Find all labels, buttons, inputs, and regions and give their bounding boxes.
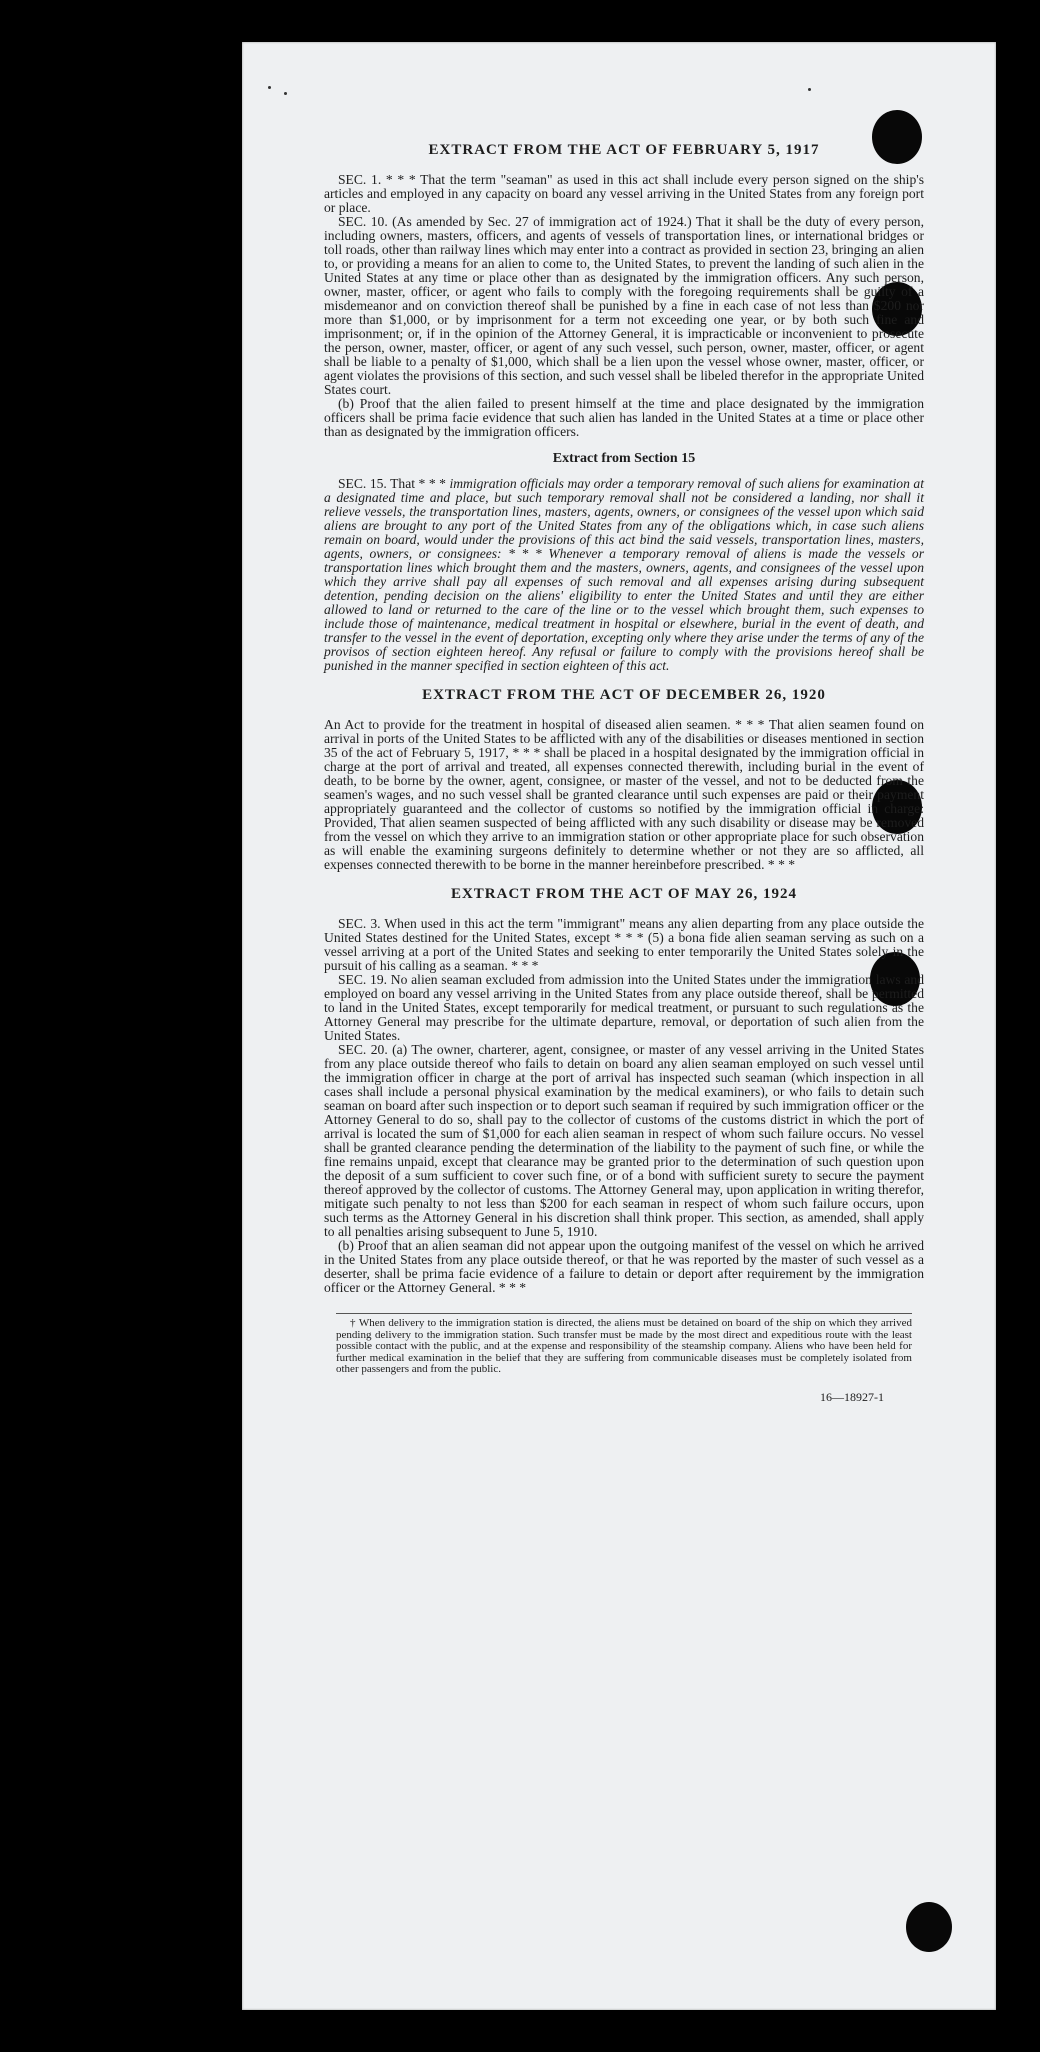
- paragraph-italic: immigration officials may order a temporary removal of such aliens for examination at a designated time and place, but such temporary removal shall not be considered a landing, nor shall it relieve vessels, the transportation lines, masters, agents, owners, or consignees of the vessel upon which said aliens are brought to any port of the United States from any of the obligations which, in case such aliens remain on board, would under the provisions of this act bind the said vessels, transportation lines, masters, agents, owners, or consignees: * * * Whenever a temporary removal of aliens is made the vessels or transportation lines which brought them and the masters, owners, agents, and consignees of the vessel upon which they arrive shall pay all expenses of such removal and all expenses arising during subsequent detention, pending decision on the aliens' eligibility to enter the United States and until they are either allowed to land or returned to the care of the line or to the vessel which brought them, such expenses to include those of maintenance, medical treatment in hospital or elsewhere, burial in the event of death, and transfer to the vessel in the event of deportation, excepting only where they arise under the terms of any of the provisos of section eighteen hereof. Any refusal or failure to comply with the provisions hereof shall be punished in the manner specified in section eighteen of this act.: [324, 476, 924, 673]
- document-text: [324, 142, 924, 1405]
- paragraph: SEC. 10. (As amended by Sec. 27 of immigration act of 1924.) That it shall be the duty of every person, including owners, masters, officers, and agents of vessels of transportation lines, or international bridges or toll roads, other than railway lines which may enter into a contract as provided in section 23, bringing an alien to, or providing a means for an alien to come to, the United States, to prevent the landing of such alien in the United States at any time or place other than as designated by the immigration officers. Any such person, owner, master, officer, or agent who fails to comply with the foregoing requirements shall be guilty of a misdemeanor and on conviction thereof shall be punished by a fine in each case of not less than $200 nor more than $1,000, or by imprisonment for a term not exceeding one year, or by both such fine and imprisonment; or, if in the opinion of the Attorney General, it is impracticable or inconvenient to prosecute the person, owner, master, officer, or agent of any such vessel, such person, owner, master, officer, or agent shall be liable to a penalty of $1,000, which shall be a lien upon the vessel whose owner, master, officer, or agent violates the provisions of this section, and such vessel shall be libeled therefor in the appropriate United States court.: [324, 214, 924, 397]
- section-heading: EXTRACT FROM THE ACT OF MAY 26, 1924: [450, 886, 798, 902]
- paragraph: SEC. 3. When used in this act the term "immigrant" means any alien departing from any place outside the United States destined for the United States, except * * * (5) a bona fide alien seaman serving as such on a vessel arriving at a port of the United States and seeking to enter temporarily the United States solely in the pursuit of his calling as a seaman. * * *: [324, 916, 924, 973]
- paragraph: SEC. 20. (a) The owner, charterer, agent, consignee, or master of any vessel arriving in the United States from any place outside thereof who fails to detain on board any alien seaman employed on such vessel until the immigration officer in charge at the port of arrival has inspected such seaman (which inspection in all cases shall include a personal physical examination by the medical examiners), or who fails to detain such seaman on board after such inspection or to deport such seaman if required by such immigration officer or the Attorney General to do so, shall pay to the collector of customs of the customs district in which the port of arrival is located the sum of $1,000 for each alien seaman in respect of whom such failure occurs. No vessel shall be granted clearance pending the determination of the liability to the payment of such fine, or while the fine remains unpaid, except that clearance may be granted prior to the determination of such question upon the deposit of a sum sufficient to cover such fine, or of a bond with sufficient surety to secure the payment thereof approved by the collector of customs. The Attorney General may, upon application in writing therefor, mitigate such penalty to not less than $200 for each seaman in respect of whom such failure occurs, upon such terms as the Attorney General in his discretion shall think proper. This section, as amended, shall apply to all penalties arising subsequent to June 5, 1910.: [324, 1042, 924, 1239]
- paragraph: SEC. 19. No alien seaman excluded from admission into the United States under the immigration laws and employed on board any vessel arriving in the United States from any place outside thereof, shall be permitted to land in the United States, except temporarily for medical treatment, or pursuant to such regulations as the Attorney General may prescribe for the ultimate departure, removal, or deportation of such alien from the United States.: [324, 972, 924, 1043]
- form-code: 16—18927-1: [820, 1389, 884, 1404]
- paragraph: [324, 477, 924, 673]
- section-heading: EXTRACT FROM THE ACT OF FEBRUARY 5, 1917: [428, 142, 820, 158]
- paragraph: (b) Proof that the alien failed to present himself at the time and place designated by the immigration officers shall be prima facie evidence that such alien has landed in the United States at a time or place other than as designated by the immigration officers.: [324, 396, 924, 439]
- paragraph-lead: SEC. 15. That * * *: [338, 476, 450, 491]
- footnote: [336, 1313, 912, 1376]
- speck: [808, 88, 811, 91]
- speck: [268, 86, 271, 89]
- section-heading: EXTRACT FROM THE ACT OF DECEMBER 26, 1920: [422, 687, 826, 703]
- footnote-text: † When delivery to the immigration station is directed, the aliens must be detained on board of the ship on which they arrived pending delivery to the immigration station. Such transfer must be made by the most direct and expeditious route with the least possible contact with the public, and at the expense and responsibility of the steamship company. Aliens who have been held for further medical examination in the belief that they are suffering from communicable diseases must be completely isolated from other passengers and from the public.: [336, 1317, 912, 1375]
- punch-hole: [906, 1902, 952, 1952]
- document-page: [242, 42, 996, 2010]
- paragraph: (b) Proof that an alien seaman did not appear upon the outgoing manifest of the vessel on which he arrived in the United States from any place outside thereof, or that he was reported by the master of such vessel as a deserter, shall be prima facie evidence of a failure to detain or deport after requirement by the immigration officer or the Attorney General. * * *: [324, 1238, 924, 1295]
- paragraph: An Act to provide for the treatment in hospital of diseased alien seamen. * * * That alien seamen found on arrival in ports of the United States to be afflicted with any of the disabilities or diseases mentioned in section 35 of the act of February 5, 1917, * * * shall be placed in a hospital designated by the immigration official in charge at the port of arrival and treated, all expenses connected therewith, including burial in the event of death, to be borne by the owner, agent, consignee, or master of the vessel, and not to be deducted from the seamen's wages, and no such vessel shall be granted clearance until such expenses are paid or their payment appropriately guaranteed and the collector of customs so notified by the immigration official in charge: Provided, That alien seamen suspected of being afflicted with any such disability or disease may be removed from the vessel on which they arrive to an immigration station or other appropriate place for such observation as will enable the examining surgeons definitely to determine whether or not they are so afflicted, all expenses connected therewith to be borne in the manner hereinbefore prescribed. * * *: [324, 717, 924, 872]
- section-subheading: Extract from Section 15: [552, 451, 696, 466]
- paragraph: SEC. 1. * * * That the term "seaman" as used in this act shall include every person signed on the ship's articles and employed in any capacity on board any vessel arriving in the United States from any foreign port or place.: [324, 172, 924, 215]
- speck: [284, 92, 287, 95]
